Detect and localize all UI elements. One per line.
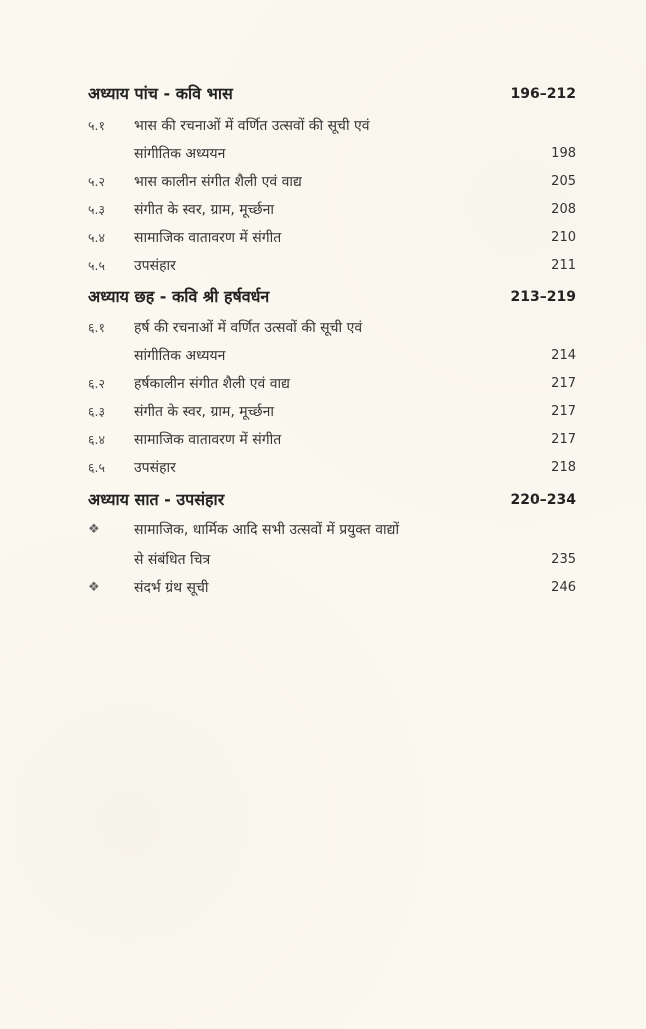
section-page-number: 211 <box>551 258 576 273</box>
section-title: भास की रचनाओं में वर्णित उत्सवों की सूची एवं <box>134 118 370 134</box>
section-title: हर्ष की रचनाओं में वर्णित उत्सवों की सूची एवं <box>134 320 363 336</box>
chapter-title: अध्याय पांच - कवि भास <box>88 84 233 103</box>
chapter-title: अध्याय सात - उपसंहार <box>88 490 225 509</box>
section-title: भास कालीन संगीत शैली एवं वाद्य <box>134 174 302 190</box>
section-page-number: 208 <box>551 202 576 217</box>
toc-entry <box>88 576 576 600</box>
section-title: हर्षकालीन संगीत शैली एवं वाद्य <box>134 376 290 392</box>
section-title: संगीत के स्वर, ग्राम, मूर्च्छना <box>134 404 274 420</box>
section-number: ६.४ <box>88 432 105 447</box>
toc-entry <box>88 226 576 250</box>
section-page-number: 217 <box>551 376 576 391</box>
bullet-diamond-icon: ❖ <box>88 580 100 595</box>
section-title-continuation: सांगीतिक अध्ययन <box>134 348 226 364</box>
section-title: उपसंहार <box>134 258 176 274</box>
section-title: सामाजिक वातावरण में संगीत <box>134 432 282 448</box>
chapter-5-heading <box>88 82 576 106</box>
section-number: ६.१ <box>88 320 105 335</box>
section-page-number: 214 <box>551 348 576 363</box>
section-page-number: 246 <box>551 580 576 595</box>
toc-entry-continuation <box>88 548 576 572</box>
section-page-number: 198 <box>551 146 576 161</box>
section-title: उपसंहार <box>134 460 176 476</box>
section-page-number: 205 <box>551 174 576 189</box>
section-title: सामाजिक, धार्मिक आदि सभी उत्सवों में प्रयुक्त वाद्यों <box>134 522 400 538</box>
toc-entry <box>88 198 576 222</box>
section-number: ५.५ <box>88 258 105 273</box>
section-page-number: 217 <box>551 404 576 419</box>
section-title-continuation: सांगीतिक अध्ययन <box>134 146 226 162</box>
toc-entry <box>88 170 576 194</box>
chapter-title: अध्याय छह - कवि श्री हर्षवर्धन <box>88 287 270 306</box>
chapter-7-heading <box>88 488 576 512</box>
section-page-number: 235 <box>551 552 576 567</box>
section-page-number: 218 <box>551 460 576 475</box>
chapter-page-range: 220–234 <box>510 492 576 508</box>
toc-entry <box>88 518 576 542</box>
section-page-number: 210 <box>551 230 576 245</box>
chapter-6-heading <box>88 285 576 309</box>
toc-entry <box>88 372 576 396</box>
chapter-page-range: 213–219 <box>510 289 576 305</box>
chapter-page-range: 196–212 <box>510 86 576 102</box>
section-title: संदर्भ ग्रंथ सूची <box>134 580 209 596</box>
section-number: ५.१ <box>88 118 105 133</box>
toc-entry <box>88 428 576 452</box>
toc-entry <box>88 400 576 424</box>
toc-entry-continuation <box>88 344 576 368</box>
section-title: संगीत के स्वर, ग्राम, मूर्च्छना <box>134 202 274 218</box>
section-page-number: 217 <box>551 432 576 447</box>
section-number: ६.२ <box>88 376 105 391</box>
toc-entry-continuation <box>88 142 576 166</box>
toc-entry <box>88 456 576 480</box>
section-number: ६.५ <box>88 460 105 475</box>
section-number: ६.३ <box>88 404 105 419</box>
section-number: ५.४ <box>88 230 105 245</box>
section-title-continuation: से संबंधित चित्र <box>134 552 211 568</box>
toc-entry <box>88 254 576 278</box>
toc-entry <box>88 114 576 138</box>
section-number: ५.२ <box>88 174 105 189</box>
section-number: ५.३ <box>88 202 105 217</box>
toc-entry <box>88 316 576 340</box>
section-title: सामाजिक वातावरण में संगीत <box>134 230 282 246</box>
bullet-diamond-icon: ❖ <box>88 522 100 537</box>
